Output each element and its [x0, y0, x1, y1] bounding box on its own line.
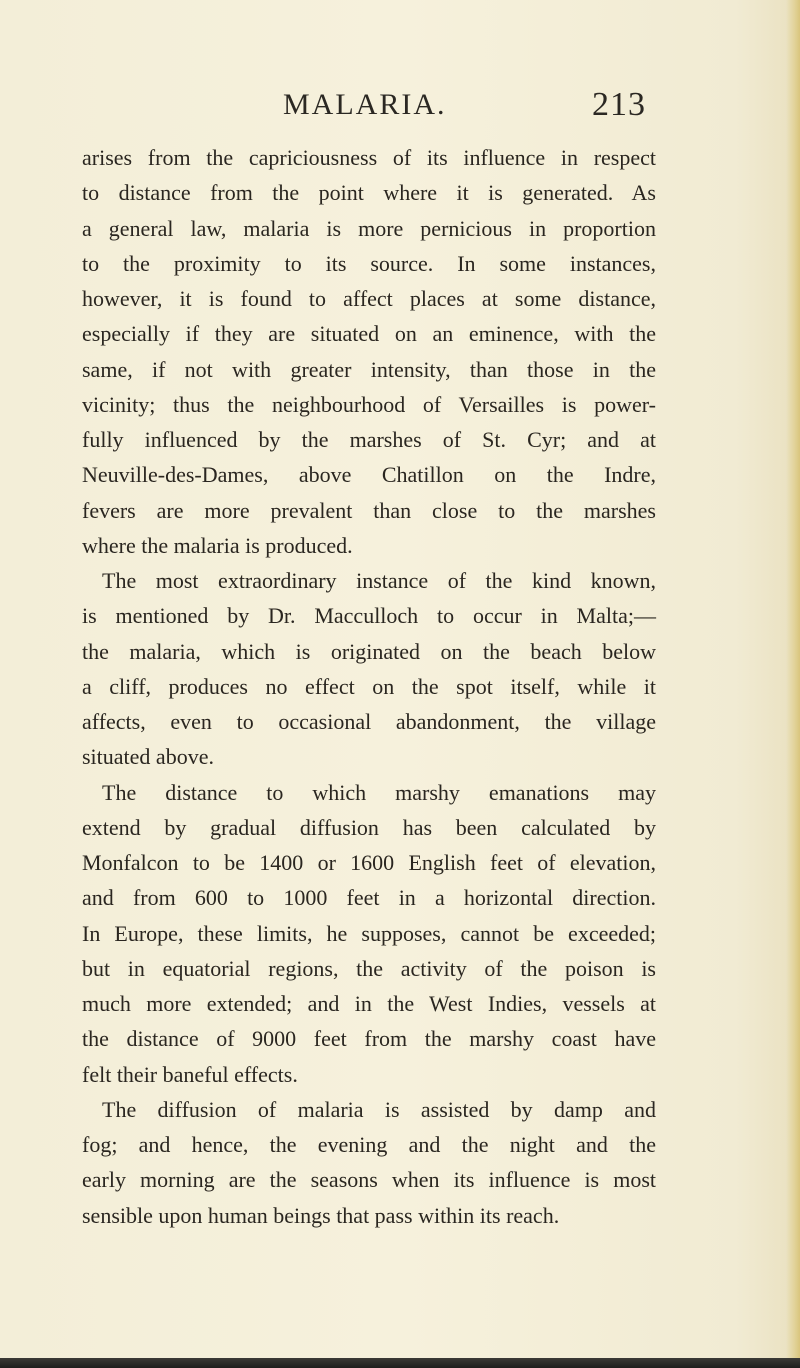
text-line: The most extraordinary instance of the kind known,	[102, 568, 656, 593]
body-text	[82, 140, 656, 1233]
scan-bottom-border	[0, 1358, 800, 1368]
text-line: affects, even to occasional abandonment, the village	[82, 709, 656, 734]
text-line: In Europe, these limits, he supposes, cannot be exceeded;	[82, 920, 656, 946]
text-line: especially if they are situated on an eminence, with the	[82, 321, 656, 347]
text-line: The diffusion of malaria is assisted by damp and	[102, 1096, 656, 1122]
text-line: arises from the capriciousness of its influence in respect	[82, 145, 656, 170]
text-line: Monfalcon to be 1400 or 1600 English feet of elevation,	[82, 850, 656, 875]
text-line: however, it is found to affect places at some distance,	[82, 286, 656, 311]
text-line: extend by gradual diffusion has been calculated by	[82, 814, 656, 840]
text-line: to the proximity to its source. In some instances,	[82, 250, 656, 276]
text-line: fully influenced by the marshes of St. Cyr; and at	[82, 427, 656, 452]
text-line: early morning are the seasons when its influence is most	[82, 1167, 656, 1193]
text-line: but in equatorial regions, the activity of the poison is	[82, 955, 656, 981]
text-line: fevers are more prevalent than close to the marshes	[82, 497, 656, 523]
running-title: MALARIA.	[283, 88, 447, 121]
text-line: to distance from the point where it is generated. As	[82, 180, 656, 206]
text-line: and from 600 to 1000 feet in a horizontal direction.	[82, 885, 656, 911]
text-line: Neuville-des-Dames, above Chatillon on the Indre,	[82, 462, 656, 488]
page-header	[0, 88, 800, 128]
text-line: same, if not with greater intensity, than those in the	[82, 356, 656, 382]
text-line: sensible upon human beings that pass within its reach.	[82, 1202, 560, 1228]
text-line: felt their baneful effects.	[82, 1061, 298, 1087]
text-line: situated above.	[82, 744, 214, 770]
page-edge-shading	[786, 0, 800, 1368]
text-line: where the malaria is produced.	[82, 532, 353, 558]
page-number: 213	[592, 86, 646, 123]
text-line: a cliff, produces no effect on the spot itself, while it	[82, 673, 656, 699]
text-line: vicinity; thus the neighbourhood of Versailles is power-	[82, 391, 656, 417]
text-line: is mentioned by Dr. Macculloch to occur in Malta;—	[82, 603, 656, 629]
text-line: a general law, malaria is more pernicious in proportion	[82, 215, 656, 241]
text-line: the malaria, which is originated on the beach below	[82, 638, 656, 664]
text-line: fog; and hence, the evening and the night and the	[82, 1132, 656, 1157]
text-line: The distance to which marshy emanations may	[102, 779, 656, 805]
text-line: much more extended; and in the West Indies, vessels at	[82, 991, 656, 1016]
text-line: the distance of 9000 feet from the marshy coast have	[82, 1026, 656, 1052]
